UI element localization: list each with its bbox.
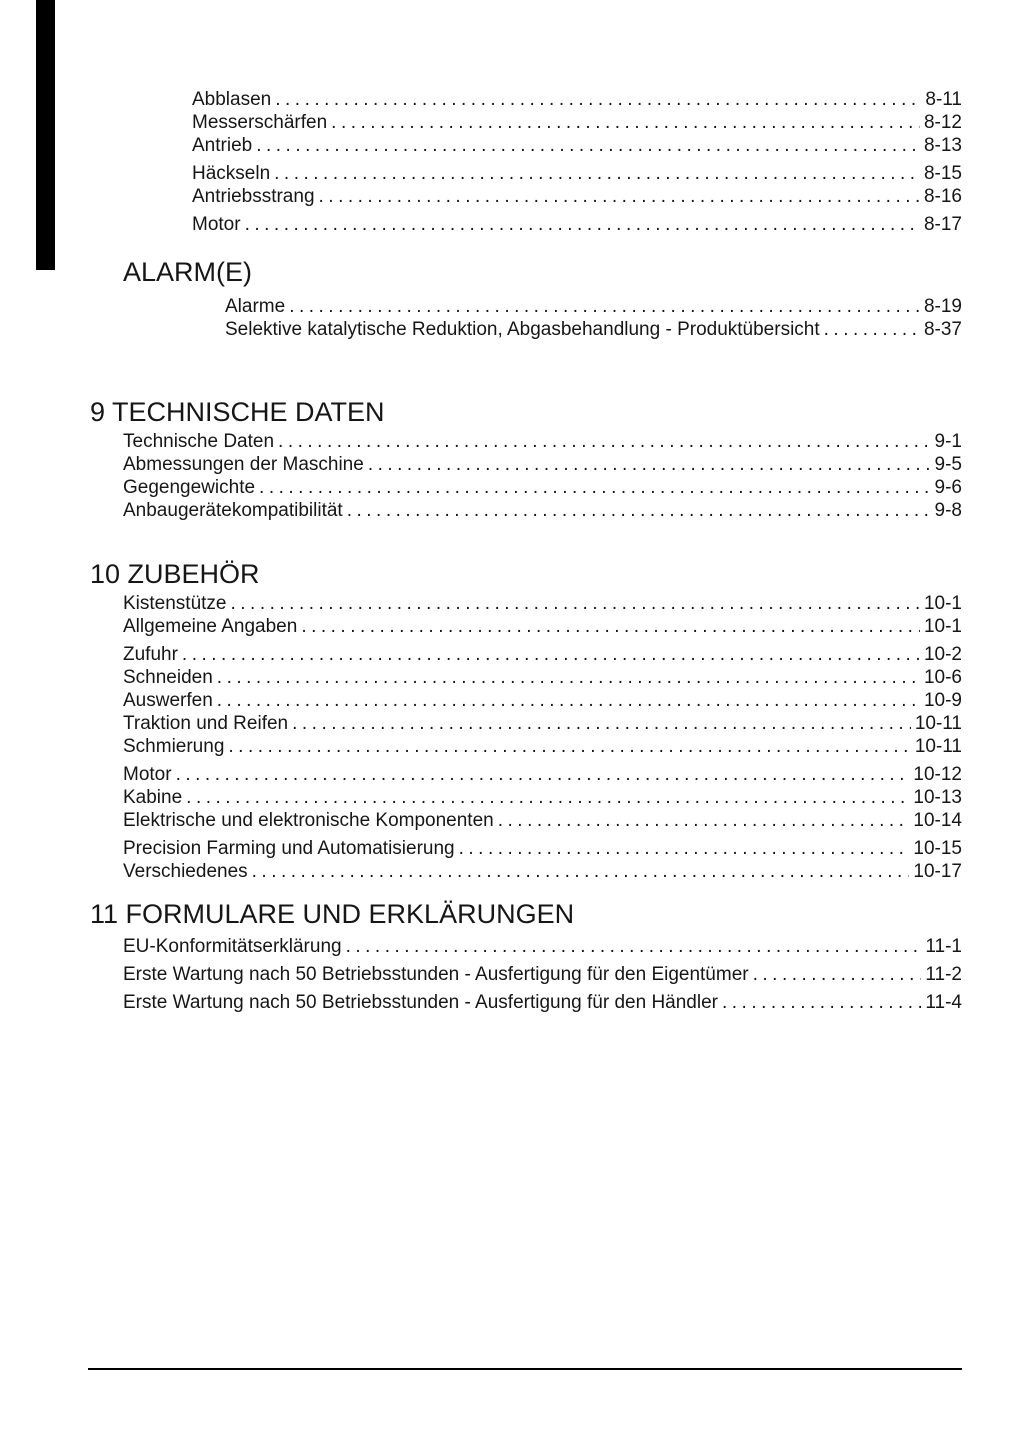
toc-entry-page: 10-13 [913,787,962,808]
toc-entry [123,712,962,735]
toc-entry-label: Erste Wartung nach 50 Betriebsstunden - Ausfertigung für den Eigentümer [123,964,749,985]
toc-entry-page: 9-5 [934,454,962,475]
dot-leader [347,499,931,522]
toc-entry [123,809,962,832]
toc-entry [192,185,962,208]
dot-leader [217,666,920,689]
dot-leader [275,88,921,111]
dot-leader [256,134,920,157]
toc-entry-label: Messerschärfen [192,112,328,133]
toc-entry-label: Schmierung [123,736,225,757]
toc-entry-label: Elektrische und elektronische Komponenten [123,810,494,831]
dot-leader [368,453,931,476]
toc-entry-page: 8-17 [923,214,962,235]
toc-entry [123,735,962,758]
toc-entry-page: 8-15 [923,163,962,184]
toc-entry [123,786,962,809]
toc-entry-page: 11-4 [925,992,962,1013]
toc-entry-label: Abmessungen der Maschine [123,454,364,475]
dot-leader [289,295,920,318]
toc-entry-page: 9-1 [934,431,962,452]
toc-section [0,396,1024,522]
toc-entry-page: 10-6 [923,667,962,688]
toc-entry [123,689,962,712]
toc-entry-page: 10-2 [923,644,962,665]
toc-entry-label: Motor [123,764,172,785]
toc-entry [123,666,962,689]
toc-entry-label: Antriebsstrang [192,186,315,207]
toc-entry-label: Alarme [225,296,286,317]
toc-entry-label: Auswerfen [123,690,213,711]
dot-leader [498,809,910,832]
dot-leader [176,763,910,786]
toc-entry-page: 10-11 [914,713,962,734]
toc-entry-label: Antrieb [192,135,253,156]
dot-leader [259,476,930,499]
toc-entry-page: 11-2 [925,964,962,985]
toc-entry [192,111,962,134]
toc-entry-label: Erste Wartung nach 50 Betriebsstunden - Ausfertigung für den Händler [123,992,718,1013]
toc-entry [192,213,962,236]
dot-leader [231,592,920,615]
toc-entry [123,763,962,786]
toc-entry [123,933,962,961]
toc-entry [192,88,962,111]
toc-entry-label: Verschiedenes [123,861,248,882]
toc-section [0,898,1024,1017]
footer-rule [88,1368,962,1370]
toc-section [0,256,1024,341]
toc-entry-label: Kistenstütze [123,593,227,614]
toc-entry-page: 8-19 [923,296,962,317]
toc-entry-page: 8-16 [923,186,962,207]
toc-entry-page: 10-11 [914,736,962,757]
toc-entry-page: 9-6 [934,477,962,498]
toc-entry [123,643,962,666]
dot-leader [319,185,920,208]
dot-leader [459,837,910,860]
section-heading: 10 ZUBEHÖR [90,559,260,589]
toc-entry-label: Motor [192,214,241,235]
dot-leader [292,712,911,735]
dot-leader [274,162,920,185]
toc-entry [225,295,962,318]
toc-entry-page: 8-37 [923,319,962,340]
toc-entry [192,134,962,157]
toc-entry-label: Allgemeine Angaben [123,616,298,637]
dot-leader [278,430,930,453]
dot-leader [301,615,920,638]
toc-entry [123,430,962,453]
toc-entry-label: EU-Konformitätserklärung [123,936,342,957]
toc-entry [123,592,962,615]
toc-entry-page: 10-1 [923,616,962,637]
toc-entry-page: 10-17 [913,861,962,882]
toc-entry [123,837,962,860]
dot-leader [186,786,909,809]
toc-entry-page: 9-8 [934,500,962,521]
toc-entry-page: 11-1 [925,936,962,957]
dot-leader [346,933,922,961]
toc-entry-label: Schneiden [123,667,213,688]
toc-entry-label: Traktion und Reifen [123,713,289,734]
toc-entry-label: Häckseln [192,163,271,184]
toc-section [0,558,1024,883]
toc-entry [123,453,962,476]
toc-entry-label: Precision Farming und Automatisierung [123,838,455,859]
toc-entry-label: Selektive katalytische Reduktion, Abgasbehandlung - Produktübersicht [225,319,820,340]
dot-leader [217,689,920,712]
section-heading: 11 FORMULARE UND ERKLÄRUNGEN [90,899,575,929]
toc-entry-page: 8-13 [923,135,962,156]
toc-entry-label: Technische Daten [123,431,275,452]
toc-entry-label: Gegengewichte [123,477,256,498]
toc-entry [123,989,962,1017]
dot-leader [252,860,910,883]
toc-entry-page: 10-9 [923,690,962,711]
dot-leader [182,643,920,666]
dot-leader [753,961,922,989]
toc-entry-page: 10-1 [923,593,962,614]
toc-entry-page: 10-12 [913,764,962,785]
toc-entry [225,318,962,341]
dot-leader [331,111,920,134]
toc-entry-page: 8-12 [923,112,962,133]
toc-entry [123,961,962,989]
toc-entry-label: Kabine [123,787,183,808]
dot-leader [245,213,920,236]
section-heading: 9 TECHNISCHE DATEN [90,397,385,427]
toc-entry [123,476,962,499]
toc-entry-label: Zufuhr [123,644,178,665]
toc-section [0,88,1024,236]
dot-leader [722,989,921,1017]
toc-entry [192,162,962,185]
toc-entry [123,860,962,883]
toc-entry-page: 10-14 [913,810,962,831]
toc-entry-page: 10-15 [913,838,962,859]
section-heading: ALARM(E) [123,257,253,287]
dot-leader [824,318,920,341]
toc-entry [123,615,962,638]
dot-leader [228,735,910,758]
toc-entry-label: Abblasen [192,89,272,110]
toc-entry-page: 8-11 [925,89,962,110]
toc-entry-label: Anbaugerätekompatibilität [123,500,343,521]
toc-entry [123,499,962,522]
